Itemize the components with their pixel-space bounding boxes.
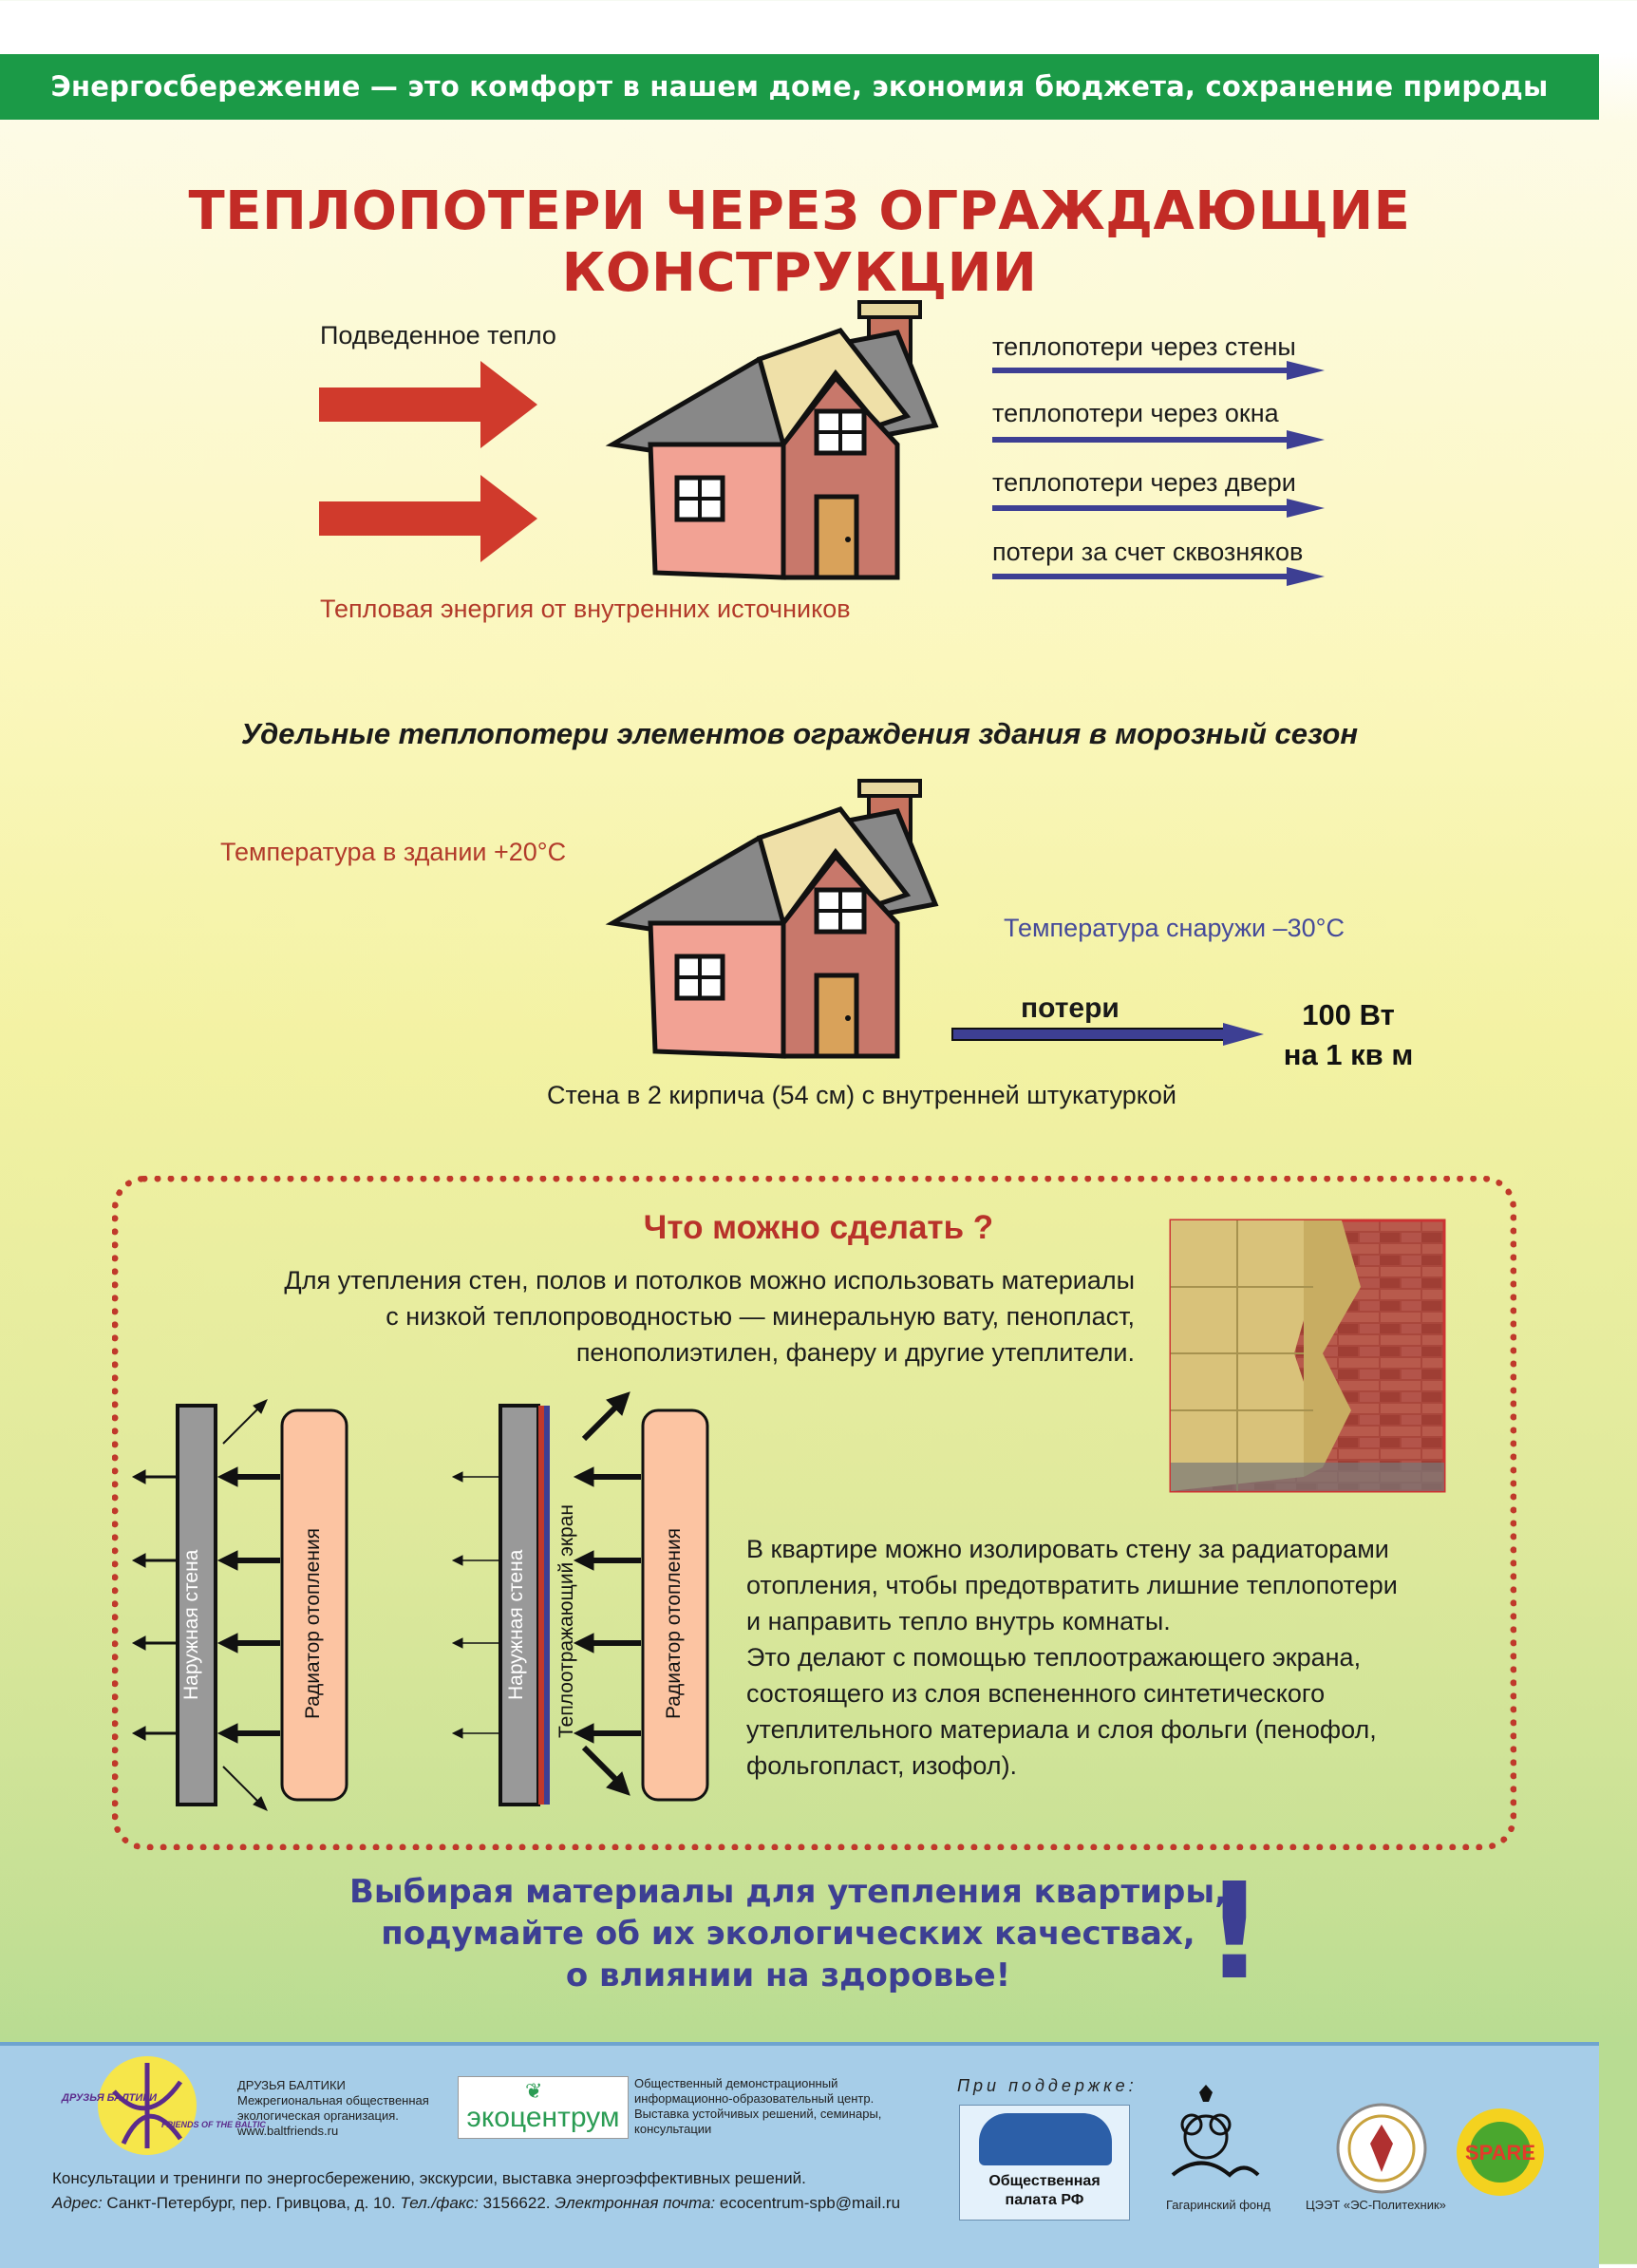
org2-info [634,2076,881,2137]
sponsor3-text: ЦЭЭТ «ЭС-Политехник» [1306,2198,1446,2212]
insulation-intro [152,1262,1135,1370]
apartment-text [746,1531,1487,1784]
footer-contacts-line [52,2194,900,2213]
intro-line-3: пенополиэтилен, фанеру и другие утеплители. [575,1338,1135,1367]
outer-wall-label-1: Наружная стена [180,1549,202,1700]
loss-walls-label: теплопотери через стены [992,332,1296,361]
leaf-icon: ❦ [525,2079,543,2103]
gagarin-fund-logo [1154,2085,1268,2189]
loss-arrows [992,361,1334,589]
house-illustration-1 [570,302,969,587]
org2-line-1: Общественный демонстрационный [634,2076,838,2090]
org2-line-3: Выставка устойчивых решений, семинары, [634,2107,882,2121]
phone-label: Тел./факс: [400,2194,479,2212]
public-chamber-logo [959,2105,1130,2221]
apartment-line-1: В квартире можно изолировать стену за радиаторами [746,1535,1389,1563]
section2-subtitle: Удельные теплопотери элементов ограждения здания в морозный сезон [240,717,1359,750]
address-label: Адрес: [52,2194,103,2212]
apartment-line-5: состоящего из слоя вспененного синтетического [746,1679,1326,1708]
ecocentrum-logo [458,2076,629,2139]
wall-caption: Стена в 2 кирпича (54 см) с внутренней штукатуркой [547,1081,1176,1109]
heat-arrow-1 [319,361,537,448]
org2-line-4: консультации [634,2122,712,2136]
sponsor1-line-2: палата РФ [1005,2192,1084,2208]
intro-line-2: с низкой теплопроводностью — минеральную вату, пенопласт, [386,1302,1135,1331]
internal-sources-label: Тепловая энергия от внутренних источников [320,595,851,623]
org1-info [237,2078,429,2139]
spare-logo-text: SPARE [1464,2141,1536,2164]
supplied-heat-label: Подведенное тепло [320,321,556,350]
friends-of-baltic-logo [57,2053,266,2158]
insulated-brick-wall-photo [1171,1220,1444,1491]
cta-line-1: Выбирая материалы для утепления квартиры, [348,1873,1228,1911]
radiator-label-1: Радиатор отопления [302,1527,324,1719]
ecocentrum-logo-text: экоцентрум [466,2102,620,2133]
org2-line-2: информационно-образовательный центр. [634,2091,875,2106]
org1-line-1: ДРУЗЬЯ БАЛТИКИ [237,2078,346,2092]
org1-line-2: Межрегиональная общественная [237,2093,429,2107]
flag-dove-icon [979,2113,1112,2165]
loss-drafts-label: потери за счет сквозняков [992,538,1304,566]
reflective-screen-label: Теплоотражающий экран [555,1504,577,1738]
apartment-line-6: утеплительного материала и слоя фольги (пенофол, [746,1715,1377,1744]
loss-windows-label: теплопотери через окна [992,399,1279,427]
cta-line-2: подумайте об их экологических качествах, [381,1915,1195,1953]
call-to-action [313,1871,1263,1996]
address-value: Санкт-Петербург, пер. Гривцова, д. 10. [106,2194,396,2212]
loss-doors-label: теплопотери через двери [992,468,1296,497]
intro-line-1: Для утепления стен, полов и потолков можно использовать материалы [284,1266,1135,1295]
loss-value-line2: на 1 кв м [1283,1038,1414,1071]
heat-input-arrows [319,361,542,565]
cta-line-3: о влиянии на здоровье! [565,1956,1011,1994]
spare-logo [1448,2105,1552,2200]
heat-arrow-2 [319,475,537,562]
apartment-line-3: и направить тепло внутрь комнаты. [746,1607,1171,1635]
sponsor1-text [960,2172,1129,2210]
loss-label: потери [1021,992,1120,1024]
temp-outside-label: Температура снаружи –30°С [1004,914,1345,942]
loss-value-line1: 100 Вт [1302,998,1395,1031]
outer-wall-label-2: Наружная стена [505,1549,527,1700]
apartment-line-4: Это делают с помощью теплоотражающего экрана, [746,1643,1362,1672]
temp-inside-label: Температура в здании +20°С [220,838,567,866]
logo1-text-en: FRIENDS OF THE BALTIC [161,2120,266,2129]
sponsor1-line-1: Общественная [988,2173,1101,2189]
house-illustration-2 [570,781,969,1066]
radiator-label-2: Радиатор отопления [663,1527,685,1719]
phone-value: 3156622. [482,2194,551,2212]
email-value[interactable]: ecocentrum-spb@mail.ru [719,2194,901,2212]
email-label: Электронная почта: [555,2194,716,2212]
org1-line-4: www.baltfriends.ru [237,2124,339,2138]
footer-services-line: Консультации и тренинги по энергосбережению, экскурсии, выставка энергоэффективных решений. [52,2169,806,2187]
loss-arrow [952,1021,1266,1049]
page-title: ТЕПЛОПОТЕРИ ЧЕРЕЗ ОГРАЖДАЮЩИЕ КОНСТРУКЦИИ [188,180,1411,304]
what-to-do-title: Что можно сделать ? [643,1209,994,1246]
top-banner: Энергосбережение — это комфорт в нашем доме, экономия бюджета, сохранение природы [0,54,1599,120]
sponsor2-text: Гагаринский фонд [1166,2198,1270,2212]
exclamation-mark: ! [1204,1855,1265,2010]
apartment-line-7: фольгопласт, изофол). [746,1751,1018,1780]
support-label: При поддержке: [957,2076,1138,2095]
logo1-text-ru: ДРУЗЬЯ БАЛТИКИ [62,2092,157,2104]
loss-value [1263,995,1434,1075]
ees-polytechnic-emblem [1334,2101,1429,2196]
apartment-line-2: отопления, чтобы предотвратить лишние теплопотери [746,1571,1398,1599]
org1-line-3: экологическая организация. [237,2108,399,2123]
wall-radiator-diagram [128,1396,366,1814]
